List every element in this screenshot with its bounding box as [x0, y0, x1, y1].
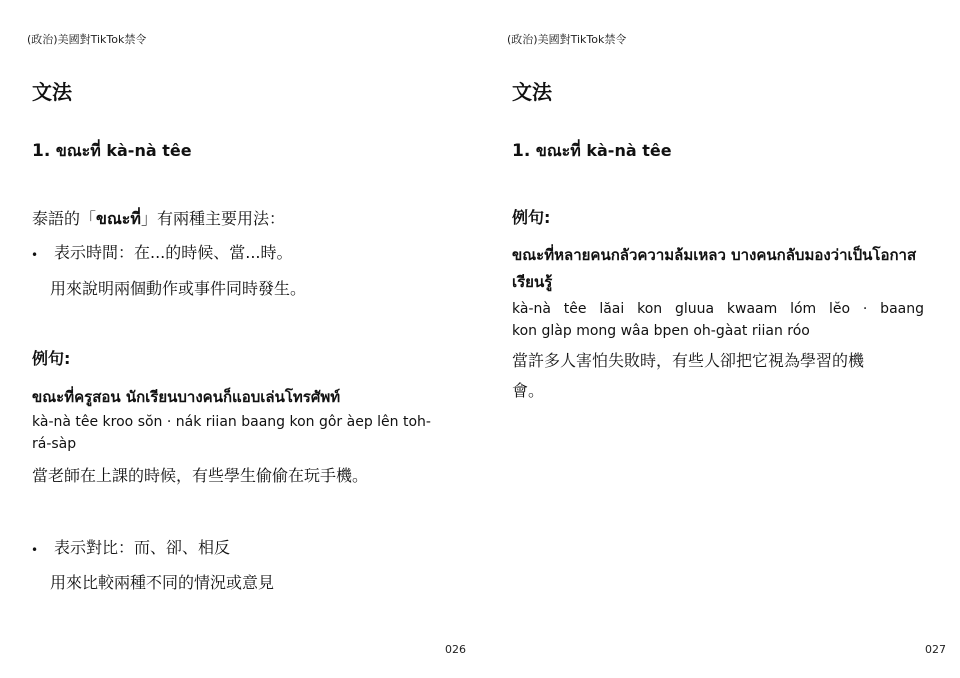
page-number: 026: [445, 643, 466, 656]
grammar-point-heading: [32, 139, 192, 164]
intro-paragraph: [32, 206, 285, 232]
page-number: 027: [925, 643, 946, 656]
grammar-point-heading: [512, 139, 672, 164]
bullet-usage-time-desc: 用來說明兩個動作或事件同時發生。: [50, 279, 307, 298]
bullet-usage-contrast: 表示對比：而、卻、相反: [54, 538, 231, 557]
page-title: 文法: [512, 80, 552, 104]
running-header: (政治)美國對TikTok禁令: [507, 33, 627, 46]
example-romanization-line: kon glàp mong wâa bpen oh-gàat riian róo: [512, 323, 810, 339]
example-romanization-line: kà-nà têe kroo sŏn · nák riian baang kon gôr àep lên toh-: [32, 414, 431, 430]
example-romanization: [32, 411, 444, 455]
intro-keyword: ขณะที่: [96, 209, 141, 228]
bullet-icon: •: [31, 543, 39, 557]
running-header: (政治)美國對TikTok禁令: [27, 33, 147, 46]
example-romanization-line: kà-nà têe lăai kon gluua kwaam lóm lĕo · baang: [512, 301, 924, 317]
intro-pre: 泰語的「: [32, 209, 97, 228]
grammar-point-number: 1.: [512, 141, 531, 161]
grammar-point-number: 1.: [32, 141, 51, 161]
right-page: [480, 0, 960, 678]
example-thai-sentence-line: ขณะที่หลายคนกลัวความล้มเหลว บางคนกลับมองว่าเป็นโอกาส: [512, 246, 917, 264]
example-chinese-translation: 當老師在上課的時候，有些學生偷偷在玩手機。: [32, 466, 369, 485]
example-thai-sentence: ขณะที่ครูสอน นักเรียนบางคนก็แอบเล่นโทรศัพท์: [32, 388, 341, 406]
example-chinese-translation-line: 會。: [512, 381, 545, 400]
example-thai-sentence-line: เรียนรู้: [512, 273, 553, 291]
intro-post: 」有兩種主要用法：: [140, 209, 285, 228]
example-romanization-line: rá-sàp: [32, 436, 77, 452]
example-chinese-translation-line: 當許多人害怕失敗時，有些人卻把它視為學習的機: [512, 351, 865, 370]
example-heading: 例句:: [32, 349, 71, 368]
bullet-icon: •: [31, 248, 39, 262]
example-heading: 例句:: [512, 208, 551, 227]
grammar-point-title: ขณะที่ kà-nà têe: [535, 141, 672, 160]
page-title: 文法: [32, 80, 72, 104]
bullet-usage-contrast-desc: 用來比較兩種不同的情況或意見: [50, 573, 275, 592]
grammar-point-title: ขณะที่ kà-nà têe: [55, 141, 192, 160]
bullet-usage-time: 表示時間：在...的時候、當...時。: [54, 243, 293, 262]
